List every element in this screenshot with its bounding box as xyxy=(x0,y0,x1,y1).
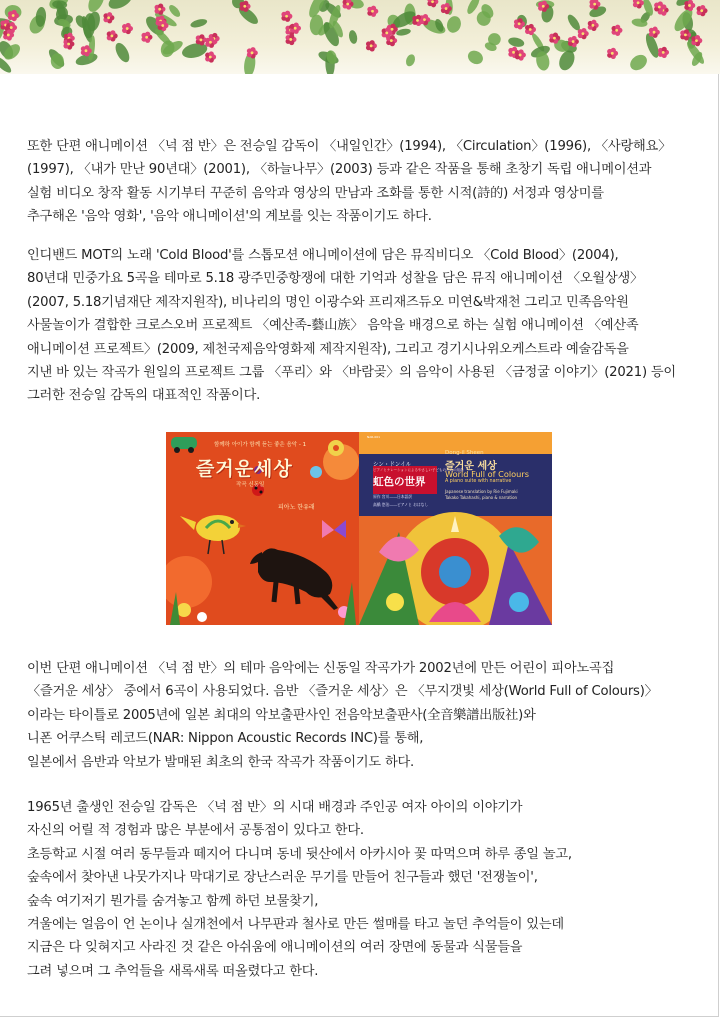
flower-icon xyxy=(607,48,618,59)
japanese-credit-1: 原作 宮川――日本語訳 xyxy=(373,494,413,499)
text-line: 추구해온 '음악 영화', '음악 애니메이션'의 계보를 잇는 작품이기도 하다. xyxy=(27,209,432,225)
composer-name-en: Dong-il Sheen xyxy=(445,450,484,456)
floral-banner xyxy=(0,0,720,74)
japanese-subtitle: ピアノとナレーションによるやさしい子どものための組曲 xyxy=(373,468,464,472)
album-composer: 작곡 신동일 xyxy=(236,482,265,488)
text-line: (2007, 5.18기념재단 제작지원작), 비나리의 명인 이광수와 프리재즈듀오 미연&박재천 그리고 민족음악원 xyxy=(27,294,629,310)
paragraph-director-memories xyxy=(27,796,697,983)
text-line: 니폰 어쿠스틱 레코드(NAR: Nippon Acoustic Records INC)를 통해, xyxy=(27,731,424,747)
flower-icon xyxy=(247,47,258,58)
text-line: 지금은 다 잊혀지고 사라진 것 같은 아쉬움에 애니메이션의 여러 장면에 동물과 식물들을 xyxy=(27,940,523,956)
text-line: (1997), 〈내가 만난 90년대〉(2001), 〈하늘나무〉(2003) 등과 같은 작품을 통해 초창기 독립 애니메이션과 xyxy=(27,162,652,178)
text-line: 이라는 타이틀로 2005년에 일본 최대의 악보출판사인 전음악보출판사(全音樂譜出版社)와 xyxy=(27,707,536,723)
flower-icon xyxy=(525,24,536,35)
text-line: 겨울에는 얼음이 언 논이나 실개천에서 나무판과 철사로 만든 썰매를 타고 놀던 추억들이 있는데 xyxy=(27,917,564,933)
text-line: 1965년 출생인 전승일 감독은 〈넉 점 반〉의 시대 배경과 주인공 여자 아이의 이야기가 xyxy=(27,800,523,815)
leaf-shape xyxy=(396,28,412,37)
text-line: 숲속 여기저기 뭔가를 숨겨놓고 함께 하던 보물찾기, xyxy=(27,893,319,909)
text-line: 인디밴드 MOT의 노래 'Cold Blood'를 스톱모션 애니메이션에 담은 뮤직비디오 〈Cold Blood〉(2004), xyxy=(27,248,619,263)
text-line: 80년대 민중가요 5곡을 테마로 5.18 광주민중항쟁에 대한 기억과 성찰을 담은 뮤직 애니메이션 〈오월상생〉 xyxy=(27,271,644,287)
album-title-korean: 즐거운 세상 xyxy=(445,461,497,472)
paragraph-music-film-lineage xyxy=(27,135,697,229)
flower-icon xyxy=(697,5,708,16)
leaf-shape xyxy=(348,29,358,44)
text-line: 〈즐거운 세상〉 중에서 6곡이 사용되었다. 음반 〈즐거운 세상〉은 〈무지갯빛 세상(World Full of Colours)〉 xyxy=(27,684,658,700)
text-line: 애니메이션 프로젝트〉(2009, 제천국제음악영화제 제작지원작), 그리고 경기시나위오케스트라 예술감독을 xyxy=(27,341,629,357)
album-title: 즐거운세상 xyxy=(196,458,293,480)
flower-icon xyxy=(141,32,152,43)
album-series-label: 함께하 아이가 함께 듣는 좋은 음악 - 1 xyxy=(214,442,307,448)
text-line: 또한 단편 애니메이션 〈넉 점 반〉은 전승일 감독이 〈내일인간〉(1994), 〈Circulation〉(1996), 〈사랑해요〉 xyxy=(27,139,672,154)
flower-icon xyxy=(691,35,702,46)
leaf-shape xyxy=(113,41,132,65)
flower-icon xyxy=(427,0,438,7)
flower-icon xyxy=(196,34,207,45)
flower-icon xyxy=(367,6,378,17)
spine-label: NAR-001 xyxy=(367,435,381,439)
text-line: 일본에서 음반과 악보가 발매된 최초의 한국 작곡가 작품이기도 하다. xyxy=(27,754,415,770)
text-line: 그려 넣으며 그 추억들을 새록새록 떠올렸다고 한다. xyxy=(27,963,319,979)
leaf-shape xyxy=(465,48,485,67)
paragraph-theme-music xyxy=(27,657,697,774)
flower-icon xyxy=(290,23,301,34)
flower-icon xyxy=(649,27,660,38)
text-line: 지낸 바 있는 작곡가 원일의 프로젝트 그룹 〈푸리〉와 〈바람곶〉의 음악이 사용된 〈금정굴 이야기〉(2021) 등이 xyxy=(27,365,676,381)
japanese-composer-kana: シン・ドンイル xyxy=(373,462,412,468)
flower-icon xyxy=(515,49,526,60)
leaf-shape xyxy=(106,0,135,12)
text-line: 그러한 전승일 감독의 대표적인 작품이다. xyxy=(27,388,261,404)
flower-icon xyxy=(588,20,599,31)
text-line: 실험 비디오 창작 활동 시기부터 꾸준히 음악과 영상의 만남과 조화를 통한 시적(詩的) 서정과 영상미를 xyxy=(27,185,604,201)
flower-icon xyxy=(286,34,297,45)
performer-credit: Takako Takahashi, piano & narration xyxy=(445,495,518,500)
text-line: 숲속에서 찾아낸 나뭇가지나 막대기로 장난스러운 무기를 만들어 친구들과 했던 '전쟁놀이', xyxy=(27,870,538,886)
flower-icon xyxy=(155,4,166,15)
flower-icon xyxy=(633,0,644,8)
flower-icon xyxy=(611,25,622,36)
paragraph-representative-works xyxy=(27,244,697,408)
leaf-shape xyxy=(627,52,650,74)
flower-icon xyxy=(658,47,669,58)
flower-icon xyxy=(578,28,589,39)
flower-icon xyxy=(122,23,133,34)
flower-icon xyxy=(366,40,377,51)
text-line: 자신의 어릴 적 경험과 많은 부분에서 공통점이 있다고 한다. xyxy=(27,823,364,839)
flower-icon xyxy=(205,51,216,62)
text-line: 사물놀이가 결합한 크로스오버 프로젝트 〈예산족-藝山族〉 음악을 배경으로 하는 실험 애니메이션 〈예산족 xyxy=(27,318,639,334)
album-title-english: World Full of Colours xyxy=(445,469,529,479)
flower-icon xyxy=(281,11,292,22)
album-pianist: 피아노 한유래 xyxy=(278,504,315,511)
flower-icon xyxy=(568,36,579,47)
japanese-title: 虹色の世界 xyxy=(373,476,426,488)
album-subtitle-english: A piano suite with narrative xyxy=(445,479,512,484)
leaf-shape xyxy=(445,14,463,34)
text-line: 이번 단편 애니메이션 〈넉 점 반〉의 테마 음악에는 신동일 작곡가가 2002년에 만든 어린이 피아노곡집 xyxy=(27,661,615,676)
korean-album-cover xyxy=(166,432,359,625)
flower-icon xyxy=(103,12,114,23)
floral-illustration xyxy=(0,0,720,74)
flower-icon xyxy=(684,0,695,11)
album-covers-image xyxy=(166,432,552,625)
leaf-shape xyxy=(167,3,182,19)
japanese-album-cover xyxy=(359,432,552,625)
flower-icon xyxy=(107,30,118,41)
japanese-credit-2: 高橋 悠治――ピアノと おはなし xyxy=(373,502,429,507)
text-line: 초등학교 시절 여러 동무들과 떼지어 다니며 동네 뒷산에서 아카시아 꽃 따먹으며 하루 종일 놀고, xyxy=(27,846,572,862)
leaf-shape xyxy=(181,41,209,61)
leaf-shape xyxy=(404,53,416,67)
leaf-shape xyxy=(190,18,208,29)
translation-credit: Japanese translation by Rie Fujimaki xyxy=(445,489,518,494)
leaf-shape xyxy=(507,36,525,48)
